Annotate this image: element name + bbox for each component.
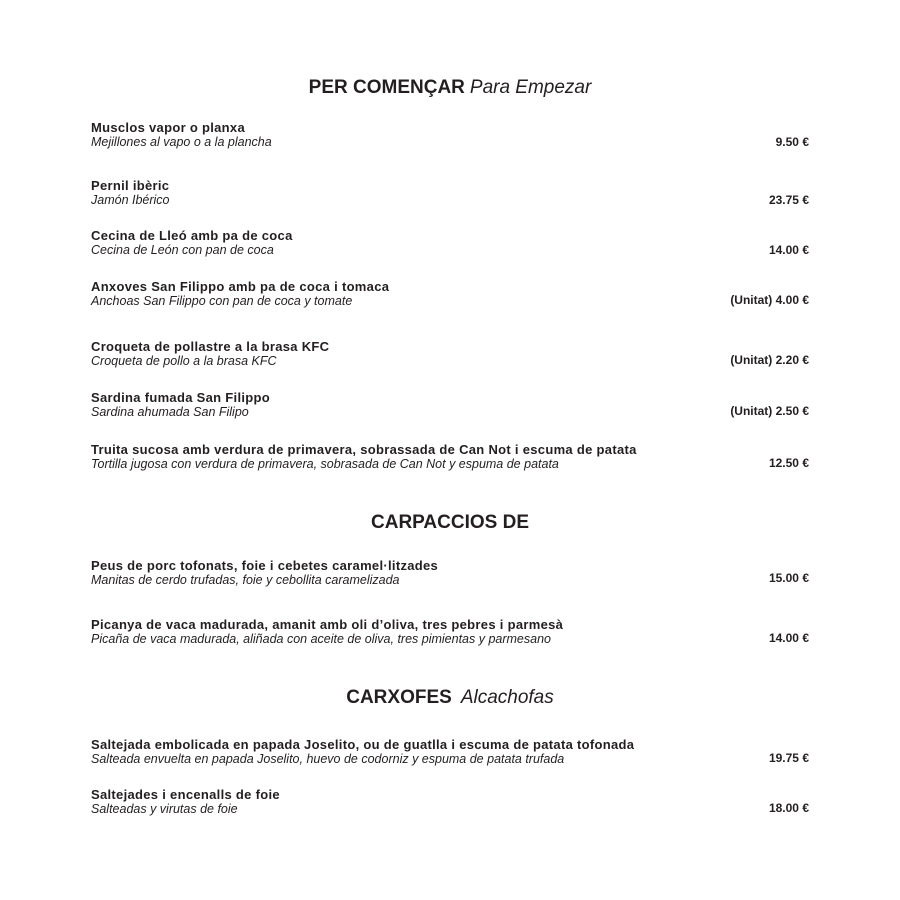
menu-item bbox=[91, 618, 811, 658]
menu-item bbox=[91, 559, 811, 599]
item-description: Manitas de cerdo trufadas, foie y cebollita caramelizada bbox=[91, 573, 400, 587]
section-title: CARPACCIOS DE bbox=[371, 512, 529, 533]
item-name: Truita sucosa amb verdura de primavera, sobrassada de Can Not i escuma de patata bbox=[91, 442, 637, 457]
item-name: Saltejada embolicada en papada Joselito, ou de guatlla i escuma de patata tofonada bbox=[91, 737, 635, 752]
item-description: Tortilla jugosa con verdura de primavera, sobrasada de Can Not y espuma de patata bbox=[91, 457, 559, 471]
section-title: PER COMENÇAR bbox=[308, 77, 465, 98]
menu-item bbox=[91, 179, 811, 219]
item-price: 14.00 € bbox=[768, 243, 809, 257]
item-name: Pernil ibèric bbox=[91, 178, 170, 193]
item-description: Cecina de León con pan de coca bbox=[91, 243, 274, 257]
item-description: Salteadas y virutas de foie bbox=[91, 802, 238, 816]
item-name: Cecina de Lleó amb pa de coca bbox=[91, 228, 293, 243]
item-name: Sardina fumada San Filippo bbox=[91, 390, 270, 405]
item-description: Sardina ahumada San Filipo bbox=[91, 405, 249, 419]
menu-item bbox=[91, 280, 811, 320]
section-heading-carxofes bbox=[0, 687, 900, 709]
item-price: 14.00 € bbox=[768, 631, 809, 645]
menu-item bbox=[91, 229, 811, 269]
item-name: Saltejades i encenalls de foie bbox=[91, 787, 280, 802]
item-price: (Unitat) 2.20 € bbox=[730, 353, 809, 367]
menu-item bbox=[91, 340, 811, 380]
item-name: Musclos vapor o planxa bbox=[91, 120, 245, 135]
item-description: Picaña de vaca madurada, aliñada con aceite de oliva, tres pimientas y parmesano bbox=[91, 632, 551, 646]
item-description: Mejillones al vapo o a la plancha bbox=[91, 135, 272, 149]
menu-item bbox=[91, 443, 811, 483]
item-description: Jamón Ibérico bbox=[91, 193, 170, 207]
section-heading-carpaccios bbox=[0, 512, 900, 534]
item-name: Anxoves San Filippo amb pa de coca i tomaca bbox=[91, 279, 390, 294]
menu-item bbox=[91, 121, 811, 161]
item-price: 23.75 € bbox=[768, 193, 809, 207]
section-subtitle: Alcachofas bbox=[460, 687, 554, 708]
item-price: 12.50 € bbox=[768, 456, 809, 470]
item-name: Picanya de vaca madurada, amanit amb oli d’oliva, tres pebres i parmesà bbox=[91, 617, 564, 632]
menu-item bbox=[91, 788, 811, 828]
item-price: 9.50 € bbox=[775, 135, 809, 149]
item-description: Anchoas San Filippo con pan de coca y tomate bbox=[91, 294, 353, 308]
item-description: Croqueta de pollo a la brasa KFC bbox=[91, 354, 277, 368]
item-price: (Unitat) 4.00 € bbox=[730, 293, 809, 307]
section-title: CARXOFES bbox=[346, 687, 452, 708]
item-price: (Unitat) 2.50 € bbox=[730, 404, 809, 418]
section-subtitle: Para Empezar bbox=[469, 77, 592, 98]
item-price: 15.00 € bbox=[768, 571, 809, 585]
item-name: Peus de porc tofonats, foie i cebetes caramel·litzades bbox=[91, 558, 439, 573]
item-description: Salteada envuelta en papada Joselito, huevo de codorniz y espuma de patata trufada bbox=[91, 752, 565, 766]
item-price: 18.00 € bbox=[768, 801, 809, 815]
item-name: Croqueta de pollastre a la brasa KFC bbox=[91, 339, 330, 354]
menu-item bbox=[91, 391, 811, 431]
item-price: 19.75 € bbox=[768, 751, 809, 765]
section-heading-per-comencar bbox=[0, 77, 900, 99]
menu-item bbox=[91, 738, 811, 778]
